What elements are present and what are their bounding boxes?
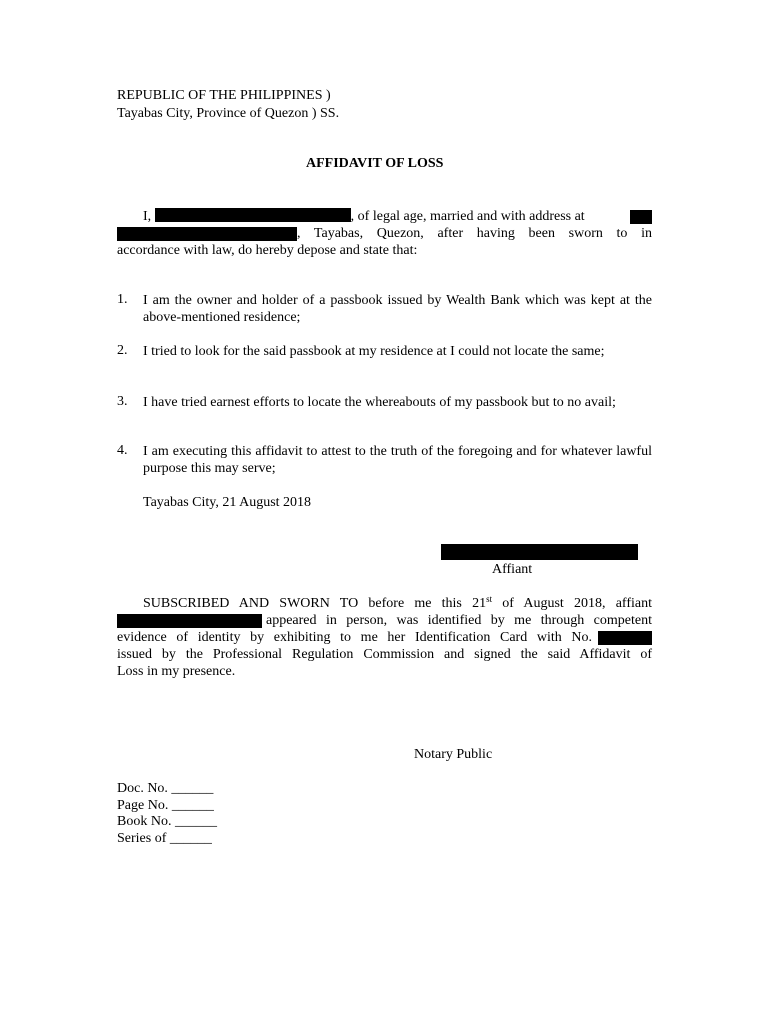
redacted-address	[117, 227, 297, 241]
page-number: Page No. ______	[117, 798, 214, 813]
notary-label: Notary Public	[414, 747, 493, 762]
series-year: Series of ______	[117, 831, 212, 846]
list-item-number: 2.	[117, 343, 128, 358]
redacted-address-start	[630, 210, 652, 224]
intro-line-1	[143, 208, 585, 225]
list-item-text: I have tried earnest efforts to locate the whereabouts of my passbook but to no avail;	[143, 395, 616, 410]
jurat-line-5: Loss in my presence.	[117, 664, 236, 679]
jurat-line-3	[117, 629, 652, 646]
doc-number: Doc. No. ______	[117, 781, 214, 796]
jurat-line-4: issued by the Professional Regulation Commission and signed the said Affidavit of	[117, 647, 652, 662]
list-item-text: I tried to look for the said passbook at my residence at I could not locate the same;	[143, 344, 605, 359]
intro-line-2	[117, 225, 652, 242]
jurat-text-3: evidence of identity by exhibiting to me her Identification Card with No.	[117, 630, 592, 645]
document-title: AFFIDAVIT OF LOSS	[306, 156, 444, 171]
list-item-text: I am the owner and holder of a passbook issued by Wealth Bank which was kept at the above-mentioned residence;	[143, 293, 652, 325]
list-item-text: I am executing this affidavit to attest to the truth of the foregoing and for whatever lawful purpose this may serve;	[143, 444, 652, 476]
intro-after-address: , Tayabas, Quezon, after having been sworn to in	[297, 226, 652, 241]
book-number: Book No. ______	[117, 814, 217, 829]
redacted-affiant-name	[155, 208, 351, 222]
redacted-id-number	[598, 631, 652, 645]
intro-after-name: , of legal age, married and with address at	[350, 209, 585, 224]
intro-start: I,	[143, 209, 152, 224]
jurat-text-2: appeared in person, was identified by me through competent	[266, 613, 652, 628]
ordinal-suffix: st	[486, 594, 493, 604]
jurat-line-2	[117, 612, 652, 629]
redacted-affiant-signature	[441, 544, 638, 560]
jurat-line-1	[117, 595, 652, 612]
intro-line-3: accordance with law, do hereby depose and state that:	[117, 243, 418, 258]
caption-republic: REPUBLIC OF THE PHILIPPINES )	[117, 88, 331, 103]
list-item-number: 4.	[117, 443, 128, 458]
redacted-affiant-name-2	[117, 614, 262, 628]
affiant-label: Affiant	[492, 562, 533, 577]
caption-venue: Tayabas City, Province of Quezon ) SS.	[117, 106, 340, 121]
list-item-number: 1.	[117, 292, 128, 307]
jurat-text-1: SUBSCRIBED AND SWORN TO before me this 21st of August 2018, affiant	[143, 594, 652, 611]
list-item-number: 3.	[117, 394, 128, 409]
place-date: Tayabas City, 21 August 2018	[143, 495, 312, 510]
